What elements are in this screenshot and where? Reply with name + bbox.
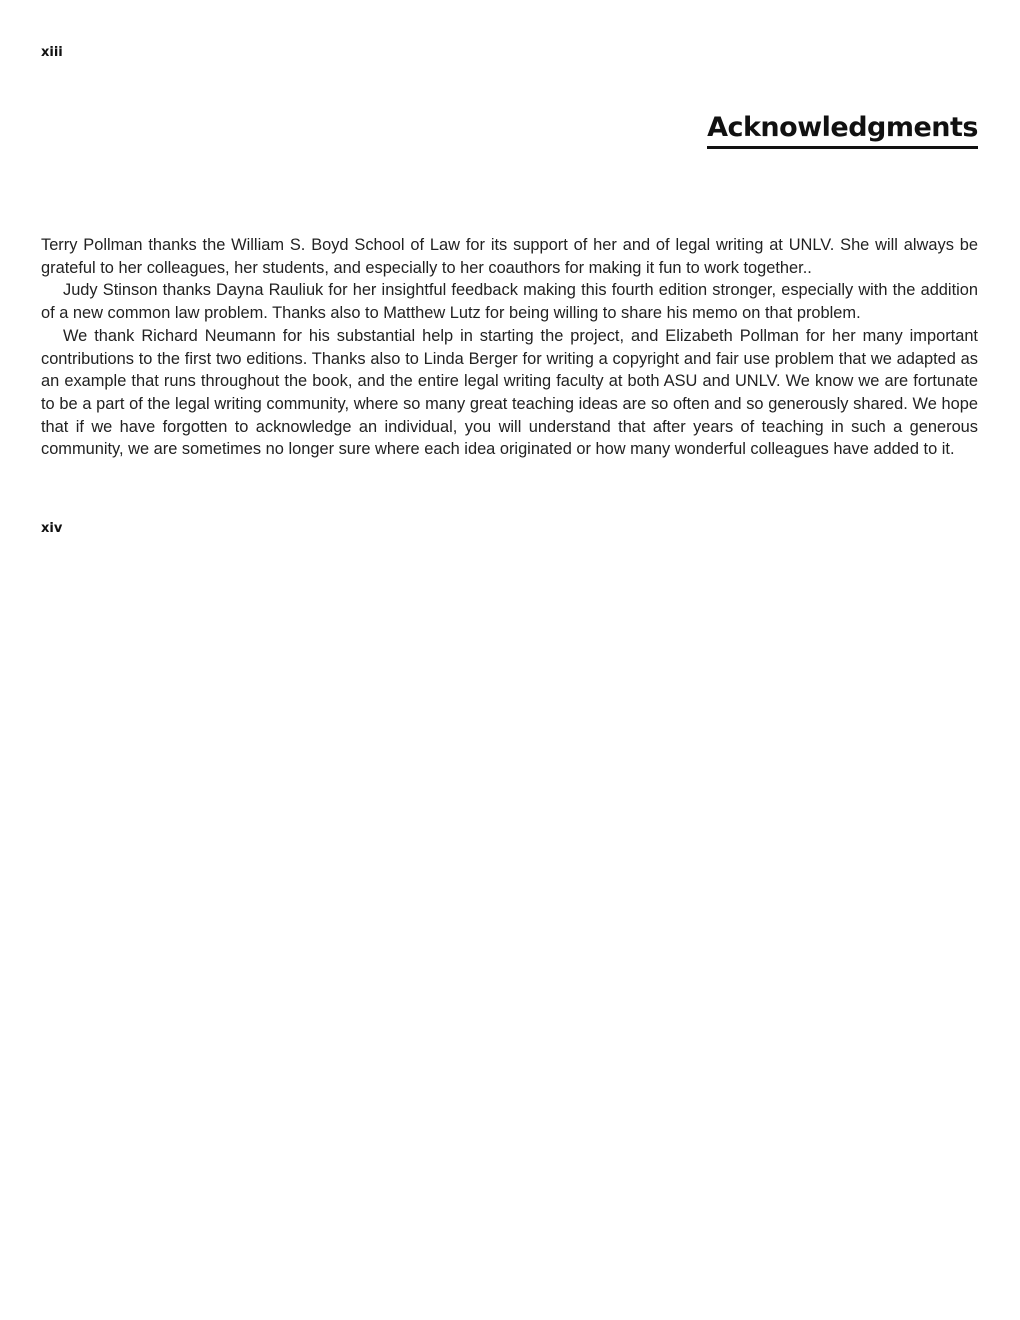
- paragraph-3: We thank Richard Neumann for his substantial help in starting the project, and Elizabeth Pollman for her many important contributions to the first two editions. Thanks also to Linda Berger for writing a copyright and fair use problem that we adapted as an example that runs throughout the book, and the entire legal writing faculty at both ASU and UNLV. We know we are fortunate to be a part of the legal writing community, where so many great teaching ideas are so often and so generously shared. We hope that if we have forgotten to acknowledge an individual, you will understand that after years of teaching in such a generous community, we are sometimes no longer sure where each idea originated or how many wonderful colleagues have added to it.: [41, 326, 978, 459]
- paragraph-2: Judy Stinson thanks Dayna Rauliuk for her insightful feedback making this fourth edition stronger, especially with the addition of a new common law problem. Thanks also to Matthew Lutz for being willing to share his memo on that problem.: [41, 281, 978, 323]
- page-title: Acknowledgments: [707, 110, 978, 149]
- page-number-top: xiii: [41, 45, 63, 60]
- paragraph-1: Terry Pollman thanks the William S. Boyd School of Law for its support of her and of legal writing at UNLV. She will always be grateful to her colleagues, her students, and especially to her coauthors for making it fun to work together..: [41, 236, 978, 277]
- body-text: [41, 234, 978, 461]
- page-number-bottom: xiv: [41, 521, 63, 536]
- heading: [707, 110, 978, 149]
